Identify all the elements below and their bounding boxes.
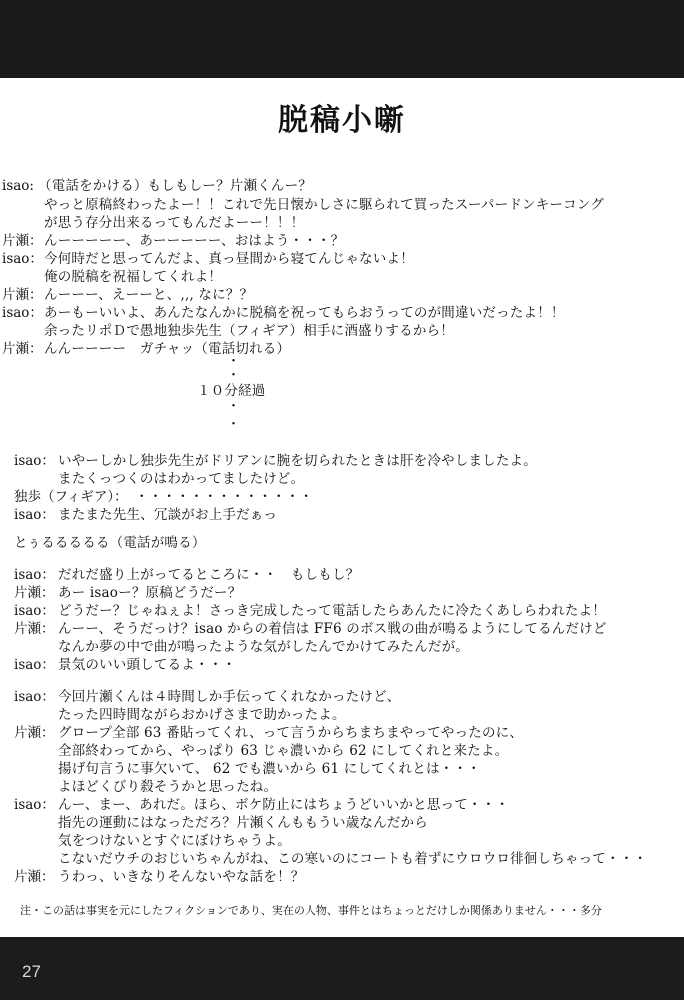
speaker-label: isao： <box>14 507 55 523</box>
dialogue-line: が思う存分出来るってもんだよーー！！！ <box>44 215 305 231</box>
speaker-label: isao： <box>2 251 43 267</box>
dialogue-line: あー isaoー？原稿どうだー？ <box>58 585 242 601</box>
dialogue-line: んーーー、えーーと、,,, なに？？ <box>44 287 254 303</box>
speaker-label: isao: <box>2 178 34 194</box>
bottom-border-band <box>0 937 684 1000</box>
speaker-label: 片瀬： <box>14 621 55 637</box>
dialogue-line: よほどくびり殺そうかと思ったね。 <box>58 779 278 795</box>
dialogue-line: 揚げ句言うに事欠いて、 62 でも濃いから 61 にしてくれとは・・・ <box>58 761 481 777</box>
speaker-label: 片瀬： <box>2 287 43 303</box>
speaker-label: 片瀬： <box>14 869 55 885</box>
speaker-label: isao： <box>14 567 55 583</box>
ellipsis-dot: ・ <box>227 417 241 432</box>
time-skip-label: １０分経過 <box>197 383 266 399</box>
speaker-label: isao： <box>14 689 55 705</box>
speaker-label: 片瀬： <box>2 341 43 357</box>
ellipsis-dot: ・ <box>227 399 241 414</box>
speaker-label: isao： <box>14 453 55 469</box>
dialogue-line: 指先の運動にはなっただろ？片瀬くんももうい歳なんだから <box>58 815 428 831</box>
dialogue-line: またまた先生、冗談がお上手だぁっ <box>58 507 278 523</box>
speaker-label: 独歩（フィギア）： <box>14 489 128 505</box>
dialogue-line: どうだー？じゃねぇよ！さっき完成したって電話したらあんたに冷たくあしらわれたよ！ <box>58 603 606 619</box>
dialogue-line: 余ったリポＤで愚地独歩先生（フィギア）相手に酒盛りするから！ <box>44 323 454 339</box>
sound-effect-line: とぅるるるるる（電話が鳴る） <box>14 535 206 551</box>
dialogue-line: （電話をかける）もしもしー？片瀬くんー？ <box>38 178 312 194</box>
dialogue-line: だれだ盛り上がってるところに・・ もしもし？ <box>58 567 360 583</box>
dialogue-line: やっと原稿終わったよー！！これで先日懐かしさに駆られて買ったスーパードンキーコング <box>44 197 604 213</box>
page-number: 27 <box>22 962 41 981</box>
dialogue-line: ・・・・・・・・・・・・・ <box>135 489 314 505</box>
ellipsis-dot: ・ <box>227 368 241 383</box>
dialogue-line: なんか夢の中で曲が鳴ったような気がしたんでかけてみたんだが。 <box>58 639 469 655</box>
ellipsis-dot: ・ <box>227 354 241 369</box>
dialogue-line: たった四時間ながらおかげさまで助かったよ。 <box>58 707 346 723</box>
dialogue-line: うわっ、いきなりそんないやな話を！？ <box>58 869 305 885</box>
speaker-label: 片瀬： <box>14 725 55 741</box>
footnote: 注・この話は事実を元にしたフィクションであり、実在の人物、事件とはちょっとだけしか関係ありません・・・多分 <box>20 904 602 917</box>
dialogue-line: 今何時だと思ってんだよ、真っ昼間から寝てんじゃないよ！ <box>44 251 414 267</box>
top-border-band <box>0 0 684 78</box>
dialogue-line: こないだウチのおじいちゃんがね、この寒いのにコートも着ずにウロウロ徘徊しちゃって・・・ <box>58 851 648 867</box>
dialogue-line: 俺の脱稿を祝福してくれよ！ <box>44 269 223 285</box>
dialogue-line: 今回片瀬くんは４時間しか手伝ってくれなかったけど、 <box>58 689 401 705</box>
dialogue-line: あーもーいいよ、あんたなんかに脱稿を祝ってもらおうってのが間違いだったよ！！ <box>44 305 565 321</box>
dialogue-line: いやーしかし独歩先生がドリアンに腕を切られたときは肝を冷やしましたよ。 <box>58 453 537 469</box>
dialogue-line: またくっつくのはわかってましたけど。 <box>58 471 305 487</box>
dialogue-line: 気をつけないとすぐにぼけちゃうよ。 <box>58 833 291 849</box>
dialogue-line: 景気のいい頭してるよ・・・ <box>58 657 237 673</box>
speaker-label: 片瀬： <box>14 585 55 601</box>
dialogue-line: んーーーーー、あーーーーー、おはよう・・・？ <box>44 233 345 249</box>
speaker-label: isao： <box>14 603 55 619</box>
speaker-label: isao： <box>14 797 55 813</box>
page-title: 脱稿小噺 <box>278 103 406 138</box>
dialogue-line: んんーーーー ガチャッ（電話切れる） <box>44 341 291 357</box>
dialogue-line: 全部終わってから、やっぱり 63 じゃ濃いから 62 にしてくれと来たよ。 <box>58 743 509 759</box>
speaker-label: 片瀬： <box>2 233 43 249</box>
speaker-label: isao： <box>14 657 55 673</box>
dialogue-line: んー、まー、あれだ。ほら、ボケ防止にはちょうどいいかと思って・・・ <box>58 797 510 813</box>
dialogue-line: グロープ全部 63 番貼ってくれ、って言うからちまちまやってやったのに、 <box>58 725 524 741</box>
speaker-label: isao： <box>2 305 43 321</box>
dialogue-line: んーー、そうだっけ？isao からの着信は FF6 のボス戦の曲が鳴るようにしてるんだけど <box>58 621 607 637</box>
